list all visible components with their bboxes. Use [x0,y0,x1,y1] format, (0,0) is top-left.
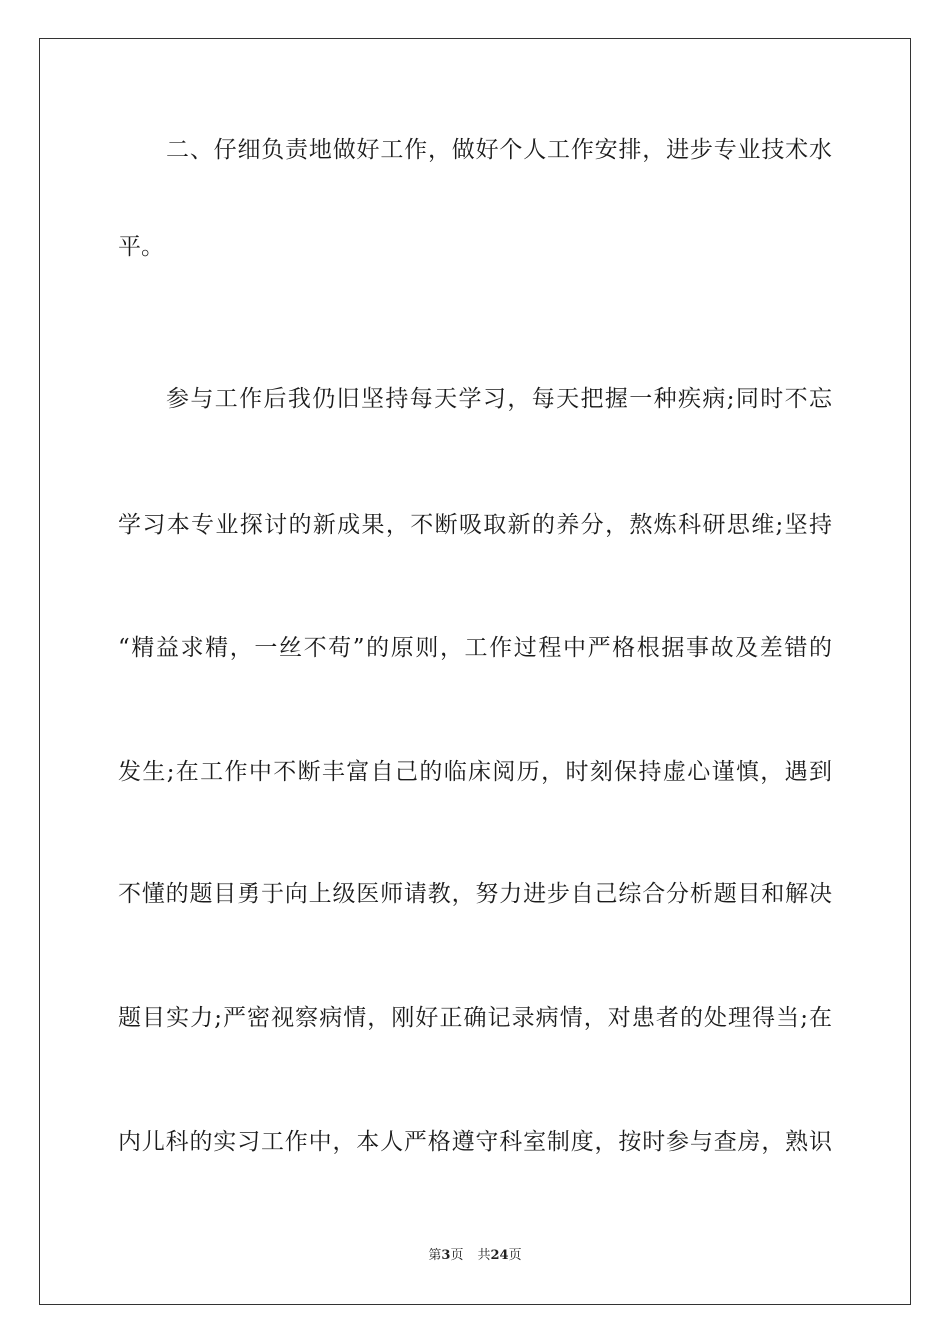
paragraph-line: 题目实力;严密视察病情，刚好正确记录病情，对患者的处理得当;在 [118,1005,832,1031]
paragraph-heading-line: 二、仔细负责地做好工作，做好个人工作安排，进步专业技术水 [166,137,832,163]
page-suffix: 页 [450,1248,464,1263]
paragraph-line: 内儿科的实习工作中，本人严格遵守科室制度，按时参与查房，熟识 [118,1129,832,1155]
paragraph-line: 发生;在工作中不断丰富自己的临床阅历，时刻保持虚心谨慎，遇到 [118,759,832,785]
total-pages: 24 [490,1248,509,1263]
total-prefix: 共 [477,1248,491,1263]
paragraph-line: 学习本专业探讨的新成果，不断吸取新的养分，熬炼科研思维;坚持 [118,512,832,538]
page-border [39,38,911,1305]
paragraph-line: 参与工作后我仍旧坚持每天学习，每天把握一种疾病;同时不忘 [166,386,832,412]
page-number: 3 [441,1248,451,1263]
total-suffix: 页 [508,1248,522,1263]
page-prefix: 第 [428,1248,442,1263]
paragraph-line: “精益求精，一丝不苟”的原则，工作过程中严格根据事故及差错的 [118,635,832,661]
paragraph-line: 不懂的题目勇于向上级医师请教，努力进步自己综合分析题目和解决 [118,881,832,907]
page-footer [0,1247,950,1265]
paragraph-line: 平。 [118,234,164,260]
